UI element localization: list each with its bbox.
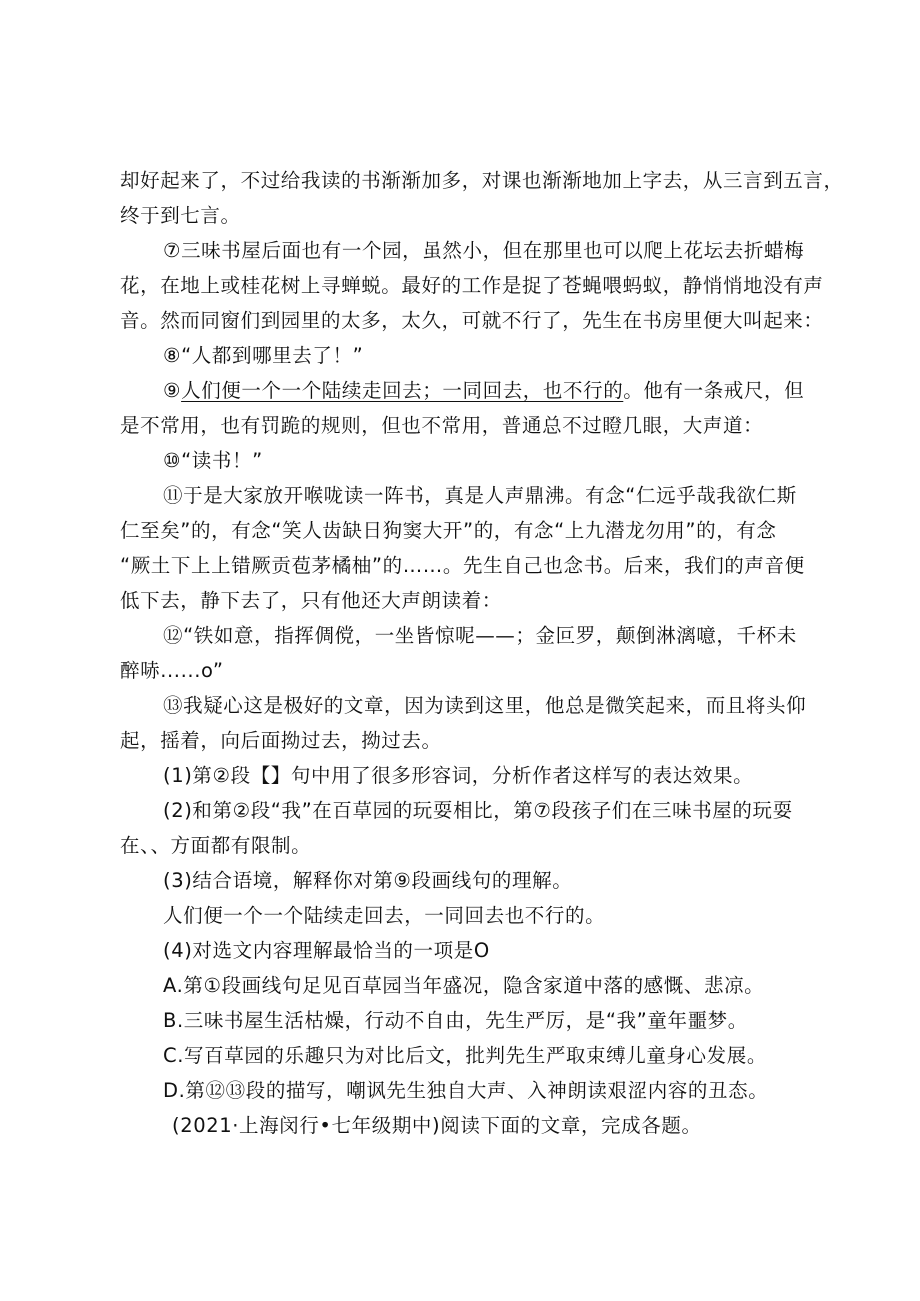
paragraph-11-line-4: 低下去，静下去了，只有他还大声朗读着： [120,589,502,612]
paragraph-9-number: ⑨ [163,379,182,402]
question-3: (3)结合语境，解释你对第⑨段画线句的理解。 [163,869,573,892]
paragraph-12-line-1: ⑫“铁如意，指挥倜傥，一坐皆惊呢——；金叵罗，颠倒淋漓噫，千杯未 [163,624,797,647]
option-a: A.第①段画线句足见百草园当年盛况，隐含家道中落的感慨、悲凉。 [163,974,765,997]
option-c: C.写百草园的乐趣只为对比后文，批判先生严取束缚儿童身心发展。 [163,1044,767,1067]
paragraph-8: ⑧“人都到哪里去了！” [163,344,364,367]
question-4: (4)对选文内容理解最恰当的一项是O [163,939,490,962]
paragraph-9-rest: 。他有一条戒尺，但 [623,379,805,402]
paragraph-9-line-1 [163,376,804,406]
paragraph-6-line-2: 终于到七言。 [120,204,241,227]
paragraph-7-line-1: ⑦三味书屋后面也有一个园，虽然小，但在那里也可以爬上花坛去折蜡梅 [163,239,805,262]
paragraph-10: ⑩“读书！” [163,449,263,472]
paragraph-13-line-1: ⑬我疑心这是极好的文章，因为读到这里，他总是微笑起来，而且将头仰 [163,694,807,717]
question-2-line-1: (2)和第②段“我”在百草园的玩耍相比，第⑦段孩子们在三味书屋的玩耍 [163,799,793,822]
paragraph-11-line-1: ⑪于是大家放开喉咙读一阵书，真是人声鼎沸。有念“仁远乎哉我欲仁斯 [163,484,797,507]
paragraph-7-line-3: 音。然而同窗们到园里的太多，太久，可就不行了，先生在书房里便大叫起来： [120,309,824,332]
paragraph-7-line-2: 花，在地上或桂花树上寻蝉蜕。最好的工作是捉了苍蝇喂蚂蚁，静悄悄地没有声 [120,274,824,297]
option-b: B.三味书屋生活枯燥，行动不自由，先生严厉，是“我”童年噩梦。 [163,1009,748,1032]
paragraph-9-line-2: 是不常用，也有罚跪的规则，但也不常用，普通总不过瞪几眼，大声道： [120,414,764,437]
paragraph-6-line-1: 却好起来了，不过给我读的书渐渐加多，对课也渐渐地加上字去，从三言到五言， [120,169,844,192]
paragraph-12-line-2: 醉哧......o” [120,659,224,682]
question-1: (1)第②段【】句中用了很多形容词，分析作者这样写的表达效果。 [163,764,754,787]
next-section-heading: (2021·上海闵行•七年级期中)阅读下面的文章，完成各题。 [172,1114,702,1137]
paragraph-11-line-2: 仁至矣”的，有念“笑人齿缺日狗窦大开”的，有念“上九潜龙勿用”的，有念 [120,519,777,542]
paragraph-11-line-3: “厥土下上上错厥贡苞茅橘柚”的……。先生自己也念书。后来，我们的声音便 [120,554,805,577]
option-d: D.第⑫⑬段的描写，嘲讽先生独自大声、入神朗读艰涩内容的丑态。 [163,1079,769,1102]
question-3-sentence: 人们便一个一个陆续走回去，一同回去也不行的。 [163,904,606,927]
question-2-line-2: 在、、方面都有限制。 [120,834,312,857]
underlined-sentence: 人们便一个一个陆续走回去；一同回去，也不行的 [181,379,624,402]
paragraph-13-line-2: 起，摇着，向后面拗过去，拗过去。 [120,729,442,752]
